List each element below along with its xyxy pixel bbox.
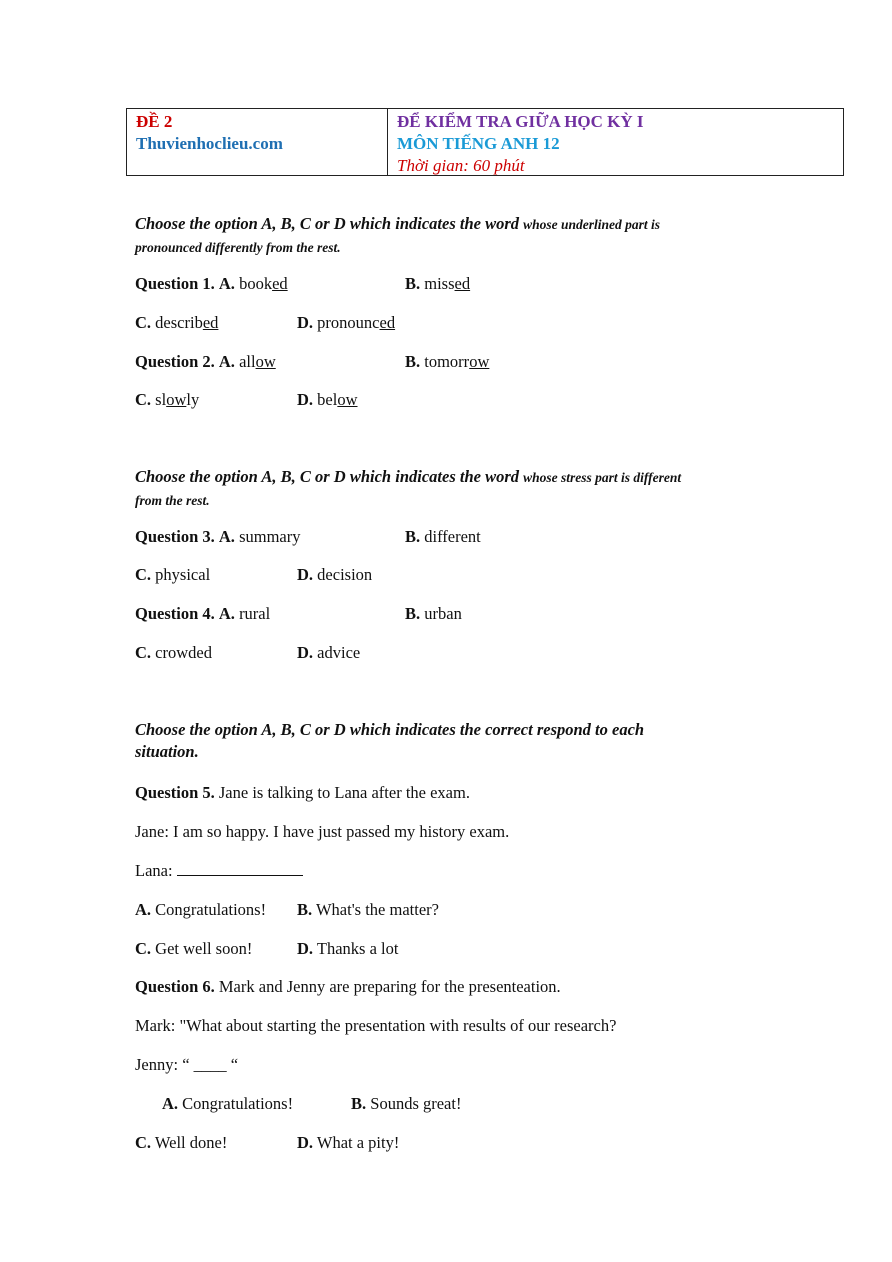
q2-d-option: D. below — [297, 390, 358, 409]
exam-subject: MÔN TIẾNG ANH 12 — [397, 134, 560, 153]
q5-stem: Question 5. Jane is talking to Lana after the exam. — [135, 783, 470, 802]
header-left-cell — [127, 109, 388, 175]
section1-instruction — [135, 213, 755, 259]
q5-line2: Lana: — [135, 861, 303, 881]
q4-row-ab: Question 4. A. rural — [135, 604, 271, 623]
q5-c-option: C. Get well soon! — [135, 939, 253, 958]
q4-label: Question 4. — [135, 604, 215, 623]
q1-c-option: C. described — [135, 313, 219, 332]
q4-d-option: D. advice — [297, 643, 361, 662]
section2-instruction-main: Choose the option A, B, C or D which indicates the word — [135, 467, 519, 486]
section3-instruction-line2: situation. — [135, 742, 199, 761]
q3-c-option: C. physical — [135, 565, 211, 584]
section3-instruction-line1: Choose the option A, B, C or D which indicates the correct respond to each — [135, 720, 645, 739]
q3-label: Question 3. — [135, 527, 215, 546]
q4-a-option: rural — [239, 604, 271, 623]
q2-b-option: B. tomorrow — [405, 352, 490, 371]
section2-instruction — [135, 466, 755, 512]
q6-b-option: B. Sounds great! — [351, 1094, 462, 1113]
q1-row-ab — [135, 274, 288, 294]
section2-instruction-small-2: from the rest. — [135, 493, 210, 508]
q6-c-option: C. Well done! — [135, 1133, 228, 1152]
answer-blank — [177, 861, 303, 876]
section2-instruction-small-1: whose stress part is different — [523, 470, 682, 485]
exam-time: Thời gian: 60 phút — [397, 156, 525, 175]
q6-line2: Jenny: “ ____ “ — [135, 1055, 239, 1074]
q1-b-option: B. missed — [405, 274, 471, 293]
q6-a-option: A. Congratulations! — [162, 1094, 294, 1113]
q4-c-option: C. crowded — [135, 643, 212, 662]
q6-label: Question 6. — [135, 977, 215, 996]
site-name: Thuvienhoclieu.com — [136, 134, 283, 153]
q1-label: Question 1. — [135, 274, 215, 293]
q5-a-option: A. Congratulations! — [135, 900, 267, 919]
header-right-cell — [388, 109, 843, 175]
q6-line1: Mark: "What about starting the presentation with results of our research? — [135, 1016, 617, 1035]
exam-code: ĐỀ 2 — [136, 112, 173, 131]
q1-a-letter: A. — [218, 274, 235, 293]
q3-d-option: D. decision — [297, 565, 373, 584]
q2-label: Question 2. — [135, 352, 215, 371]
q5-d-option: D. Thanks a lot — [297, 939, 399, 958]
q2-a-option: allow — [239, 352, 276, 371]
q5-b-option: B. What's the matter? — [297, 900, 439, 919]
q1-d-option: D. pronounced — [297, 313, 396, 332]
q6-d-option: D. What a pity! — [297, 1133, 400, 1152]
header-table — [126, 108, 844, 176]
q6-stem: Question 6. Mark and Jenny are preparing for the presenteation. — [135, 977, 561, 996]
q2-row-ab: Question 2. A. allow — [135, 352, 276, 371]
q1-a-option: booked — [239, 274, 288, 293]
section3-instruction — [135, 719, 755, 763]
q5-label: Question 5. — [135, 783, 215, 802]
q5-line1: Jane: I am so happy. I have just passed my history exam. — [135, 822, 510, 841]
section1-instruction-main: Choose the option A, B, C or D which indicates the word — [135, 214, 519, 233]
exam-title: ĐỂ KIỂM TRA GIỮA HỌC KỲ I — [397, 112, 644, 131]
q3-row-ab: Question 3. A. summary — [135, 527, 301, 546]
section1-instruction-small-1: whose underlined part is — [523, 217, 661, 232]
section1-instruction-small-2: pronounced differently from the rest. — [135, 240, 341, 255]
q3-b-option: B. different — [405, 527, 481, 546]
q2-c-option: C. slowly — [135, 390, 200, 409]
q3-a-option: summary — [239, 527, 301, 546]
q4-b-option: B. urban — [405, 604, 462, 623]
